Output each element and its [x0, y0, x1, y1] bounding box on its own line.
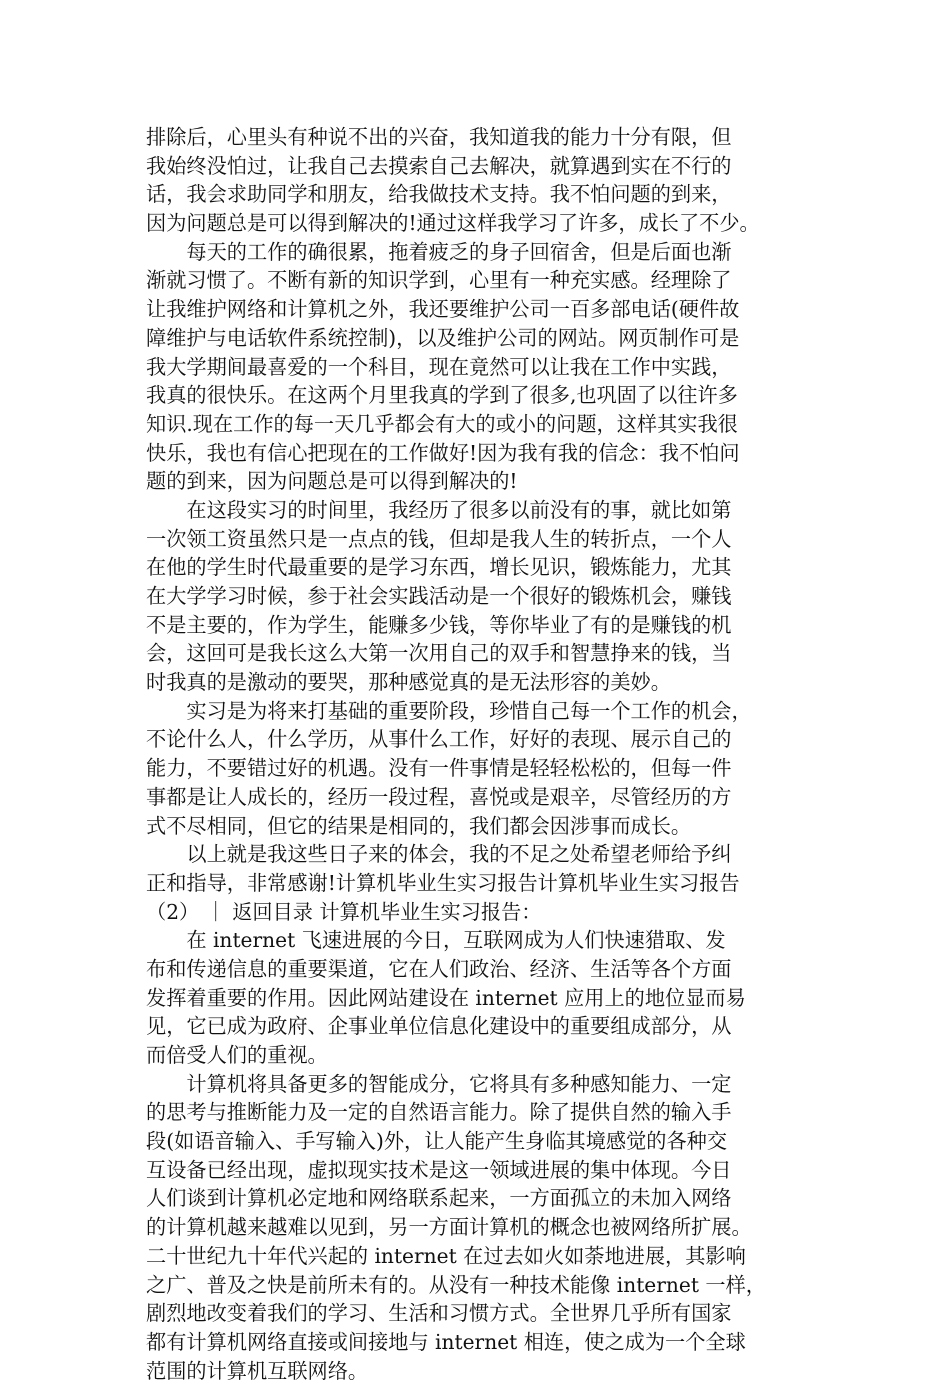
text-line: 都有计算机网络直接或间接地与 internet 相连，使之成为一个全球 [146, 1329, 746, 1354]
text-line: 互设备已经出现，虚拟现实技术是这一领域进展的集中体现。今日 [146, 1157, 732, 1182]
text-line: 能力，不要错过好的机遇。没有一件事情是轻轻松松的，但每一件 [146, 756, 732, 781]
text-line: 的思考与推断能力及一定的自然语言能力。除了提供自然的输入手 [146, 1100, 732, 1125]
text-line: 实习是为将来打基础的重要阶段，珍惜自己每一个工作的机会， [146, 698, 752, 723]
text-line: 每天的工作的确很累，拖着疲乏的身子回宿舍，但是后面也渐 [146, 239, 732, 264]
text-line: 二十世纪九十年代兴起的 internet 在过去如火如荼地进展，其影响 [146, 1243, 746, 1268]
text-line: 的计算机越来越难以见到，另一方面计算机的概念也被网络所扩展。 [146, 1215, 752, 1240]
text-line: 布和传递信息的重要渠道，它在人们政治、经济、生活等各个方面 [146, 956, 732, 981]
text-line: 在这段实习的时间里，我经历了很多以前没有的事，就比如第 [146, 497, 732, 522]
text-line: 见，它已成为政府、企事业单位信息化建设中的重要组成部分，从 [146, 1014, 732, 1039]
text-line: 范围的计算机互联网络。 [146, 1358, 369, 1383]
text-line: 事都是让人成长的，经历一段过程，喜悦或是艰辛，尽管经历的方 [146, 784, 732, 809]
text-line: 段(如语音输入、手写输入)外，让人能产生身临其境感觉的各种交 [146, 1129, 728, 1154]
text-line: 一次领工资虽然只是一点点的钱，但却是我人生的转折点，一个人 [146, 526, 732, 551]
text-line: 之广、普及之快是前所未有的。从没有一种技术能像 internet 一样， [146, 1272, 766, 1297]
text-line: 快乐，我也有信心把现在的工作做好!因为我有我的信念：我不怕问 [146, 440, 740, 465]
text-line: 题的到来，因为问题总是可以得到解决的! [146, 469, 518, 494]
text-line: 因为问题总是可以得到解决的!通过这样我学习了许多，成长了不少。 [146, 211, 760, 236]
text-line: 以上就是我这些日子来的体会，我的不足之处希望老师给予纠 [146, 842, 732, 867]
text-line: 剧烈地改变着我们的学习、生活和习惯方式。全世界几乎所有国家 [146, 1301, 732, 1326]
text-line: 让我维护网络和计算机之外，我还要维护公司一百多部电话(硬件故 [146, 297, 740, 322]
text-line: 而倍受人们的重视。 [146, 1043, 328, 1067]
text-line: 在他的学生时代最重要的是学习东西，增长见识，锻炼能力，尤其 [146, 555, 732, 580]
text-line: 渐就习惯了。不断有新的知识学到，心里有一种充实感。经理除了 [146, 268, 732, 293]
text-line: 我真的很快乐。在这两个月里我真的学到了很多,也巩固了以往许多 [146, 383, 738, 408]
text-line: 计算机将具备更多的智能成分，它将具有多种感知能力、一定 [146, 1071, 732, 1096]
text-line: 我始终没怕过，让我自己去摸索自己去解决，就算遇到实在不行的 [146, 153, 732, 178]
text-line: 不论什么人，什么学历，从事什么工作，好好的表现、展示自己的 [146, 727, 732, 752]
text-line: 排除后，心里头有种说不出的兴奋，我知道我的能力十分有限，但 [146, 125, 732, 149]
text-line: 会，这回可是我长这么大第一次用自己的双手和智慧挣来的钱，当 [146, 641, 732, 666]
text-line: 话，我会求助同学和朋友，给我做技术支持。我不怕问题的到来， [146, 182, 732, 207]
text-line: 人们谈到计算机必定地和网络联系起来，一方面孤立的未加入网络 [146, 1186, 732, 1211]
text-line: 时我真的是激动的要哭，那种感觉真的是无法形容的美妙。 [146, 670, 671, 695]
text-line: 不是主要的，作为学生，能赚多少钱，等你毕业了有的是赚钱的机 [146, 612, 732, 637]
text-line: 式不尽相同，但它的结果是相同的，我们都会因涉事而成长。 [146, 813, 692, 838]
body-text [146, 123, 806, 1385]
text-line: 发挥着重要的作用。因此网站建设在 internet 应用上的地位显而易 [146, 985, 746, 1010]
text-line: 在大学学习时候，参于社会实践活动是一个很好的锻炼机会，赚钱 [146, 584, 732, 608]
text-line: 障维护与电话软件系统控制)，以及维护公司的网站。网页制作可是 [146, 325, 740, 350]
text-line: 我大学期间最喜爱的一个科目，现在竟然可以让我在工作中实践， [146, 354, 732, 379]
text-line: 在 internet 飞速进展的今日，互联网成为人们快速猎取、发 [146, 928, 726, 953]
text-line: 知识.现在工作的每一天几乎都会有大的或小的问题，这样其实我很 [146, 411, 738, 436]
text-line: （2） ｜ 返回目录 计算机毕业生实习报告： [146, 899, 542, 924]
text-line: 正和指导，非常感谢!计算机毕业生实习报告计算机毕业生实习报告 [146, 870, 740, 895]
